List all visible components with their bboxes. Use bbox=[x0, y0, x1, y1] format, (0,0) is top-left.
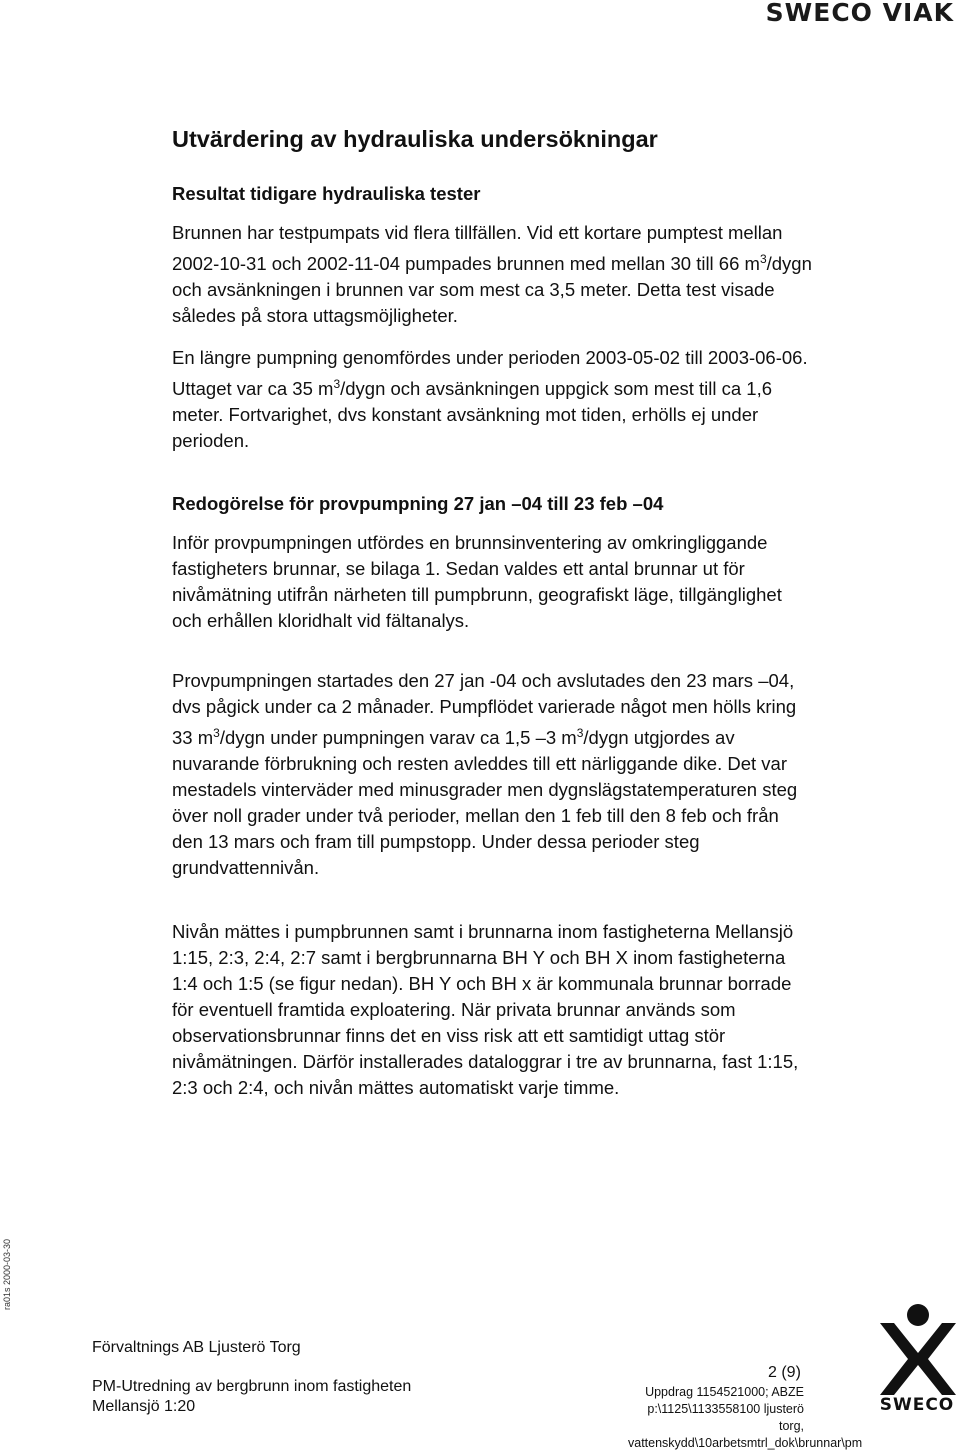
assignment-path-continued: vattenskydd\10arbetsmtrl_dok\brunnar\pm bbox=[628, 1436, 863, 1450]
paragraph-text: Provpumpningen startades den 27 jan -04 och avslutades den 23 mars –04, dvs pågick under ca 2 månader. Pumpflödet varierade något men hölls kring 33 m bbox=[172, 670, 797, 748]
paragraph-text: Brunnen har testpumpats vid flera tillfällen. Vid ett kortare pumptest mellan 2002-10-31 och 2002-11-04 pumpades brunnen med mellan 30 till 66 m bbox=[172, 222, 783, 274]
paragraph-inventory: Inför provpumpningen utfördes en brunnsinventering av omkringliggande fastigheters brunnar, se bilaga 1. Sedan valdes ett antal brunnar ut för nivåmätning utifrån närheten till pumpbrunn, geografiskt läge, tillgänglighet och erhållen kloridhalt vid fältanalys. bbox=[172, 532, 782, 631]
section-heading-report: Redogörelse för provpumpning 27 jan –04 till 23 feb –04 bbox=[172, 493, 664, 514]
section-heading-results: Resultat tidigare hydrauliska tester bbox=[172, 183, 481, 204]
brand-wordmark: SWECO VIAK bbox=[765, 0, 954, 27]
paragraph-earlier-test bbox=[172, 220, 812, 329]
superscript: 3 bbox=[576, 726, 584, 740]
paragraph-pumping-period bbox=[172, 668, 812, 881]
superscript: 3 bbox=[333, 377, 341, 391]
page-number: 2 (9) bbox=[768, 1364, 801, 1381]
assignment-line: Uppdrag 1154521000; ABZE bbox=[645, 1385, 804, 1399]
paragraph-text: /dygn utgjordes av nuvarande förbrukning och resten avleddes till ett närliggande dike. Det var mestadels vinterväder med minusgrader men dygnslägstatemperaturen steg över noll grader under två perioder, mellan den 1 feb till den 8 feb och från den 13 mars och fram till pumpstopp. Under dessa perioder steg grundvattennivån. bbox=[172, 727, 798, 878]
paragraph-level-measurement: Nivån mättes i pumpbrunnen samt i brunnarna inom fastigheterna Mellansjö 1:15, 2:3, 2:4, 2:7 samt i bergbrunnarna BH Y och BH X inom fastigheterna 1:4 och 1:5 (se figur nedan). BH Y och BH x är kommunala brunnar borrade för eventuell framtida exploatering. När privata brunnar används som observationsbrunnar finns det en viss risk att ett samtidigt uttag stör nivåmätningen. Därför installerades dataloggrar i tre av brunnarna, fast 1:15, 2:3 och 2:4, och nivån mättes automatiskt varje timme. bbox=[172, 921, 799, 1098]
footer-report-title-line2: Mellansjö 1:20 bbox=[92, 1398, 196, 1415]
footer-company: Förvaltnings AB Ljusterö Torg bbox=[92, 1339, 301, 1356]
document-body bbox=[172, 122, 812, 1101]
paragraph-text: En längre pumpning genomfördes under perioden 2003-05-02 till 2003-06-06. Uttaget var ca 35 m bbox=[172, 347, 808, 399]
footer-left bbox=[92, 1338, 411, 1417]
superscript: 3 bbox=[213, 726, 220, 740]
logo-wordmark: SWECO bbox=[879, 1395, 955, 1415]
paragraph-long-pumping bbox=[172, 345, 812, 454]
footer-assignment bbox=[628, 1384, 863, 1450]
superscript: 3 bbox=[759, 252, 767, 266]
side-stamp: ra01s 2000-03-30 bbox=[2, 1238, 12, 1310]
paragraph-text: /dygn och avsänkningen i brunnen var som mest ca 3,5 meter. Detta test visade således på stora uttagsmöjligheter. bbox=[172, 253, 812, 326]
paragraph-text: /dygn under pumpningen varav ca 1,5 –3 m bbox=[219, 727, 577, 748]
assignment-path: p:\1125\1133558100 ljusterö torg, bbox=[647, 1402, 804, 1433]
sweco-logo-icon bbox=[876, 1301, 960, 1397]
footer-report-title: PM-Utredning av bergbrunn inom fastigheten bbox=[92, 1378, 412, 1395]
paragraph-text: /dygn och avsänkningen uppgick som mest till ca 1,6 meter. Fortvarighet, dvs konstant avsänkning mot tiden, erhölls ej under perioden. bbox=[172, 378, 773, 451]
document-title: Utvärdering av hydrauliska undersökningar bbox=[172, 126, 658, 152]
